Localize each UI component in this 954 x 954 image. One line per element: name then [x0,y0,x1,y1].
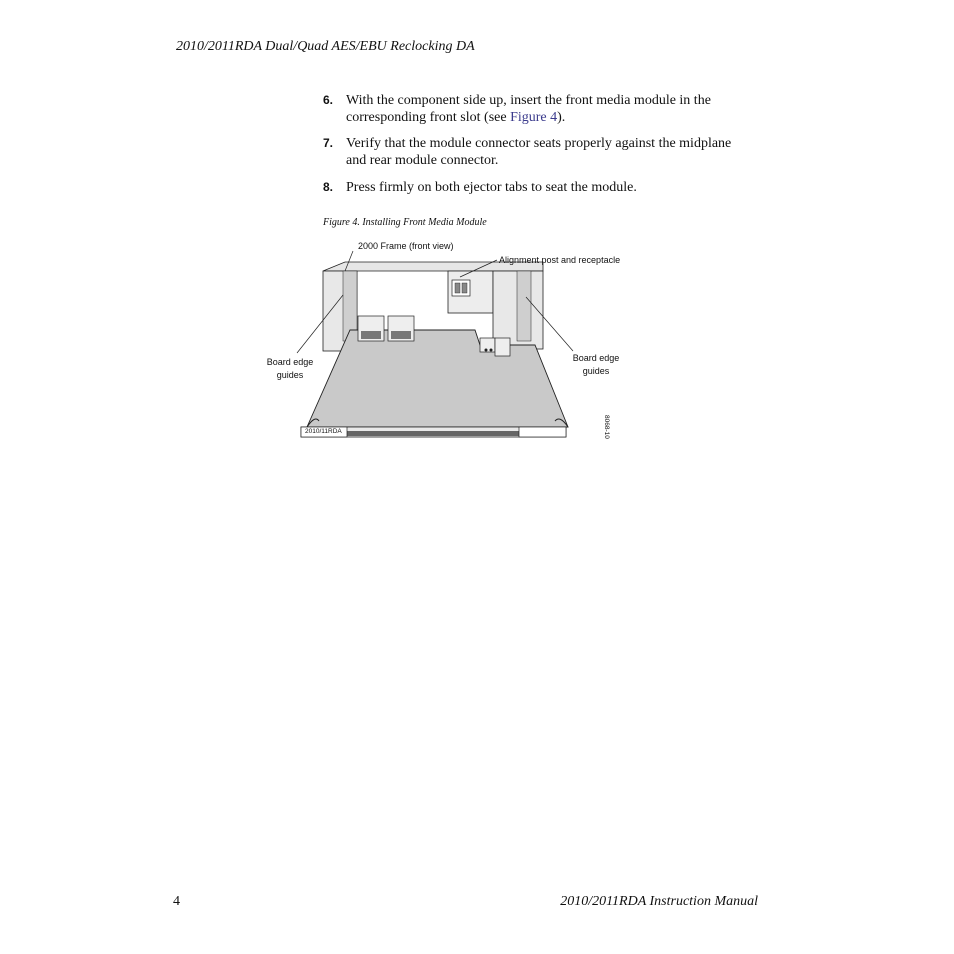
step-text: With the component side up, insert the front media module in the corresponding front slot (see Figure 4). [346,93,711,125]
step-6 [323,92,763,126]
board-edge-guides-left-callout: Board edge guides [266,357,314,380]
step-number: 6. [323,93,334,107]
board-front-label: 2010/11RDA [305,428,342,435]
step-number: 8. [323,180,334,194]
page-number: 4 [173,894,180,909]
frame-callout: 2000 Frame (front view) [358,241,454,251]
step-text: Verify that the module connector seats properly against the midplane and rear module connector. [346,136,732,168]
figure-4-link[interactable]: Figure 4 [510,110,558,125]
running-footer: 2010/2011RDA Instruction Manual [560,894,758,909]
step-8 [323,179,763,196]
step-7 [323,135,763,169]
module-illustration [255,235,635,450]
figure-id: 8068-10 [603,415,610,439]
figure-caption: Figure 4. Installing Front Media Module [323,217,487,228]
board-edge-guides-right-callout: Board edge guides [572,353,620,376]
alignment-callout: Alignment post and receptacle [499,255,621,265]
running-header: 2010/2011RDA Dual/Quad AES/EBU Reclocking DA [176,39,475,54]
step-number: 7. [323,136,334,150]
step-text: Press firmly on both ejector tabs to seat the module. [346,180,637,195]
module-installation-figure [255,235,635,450]
